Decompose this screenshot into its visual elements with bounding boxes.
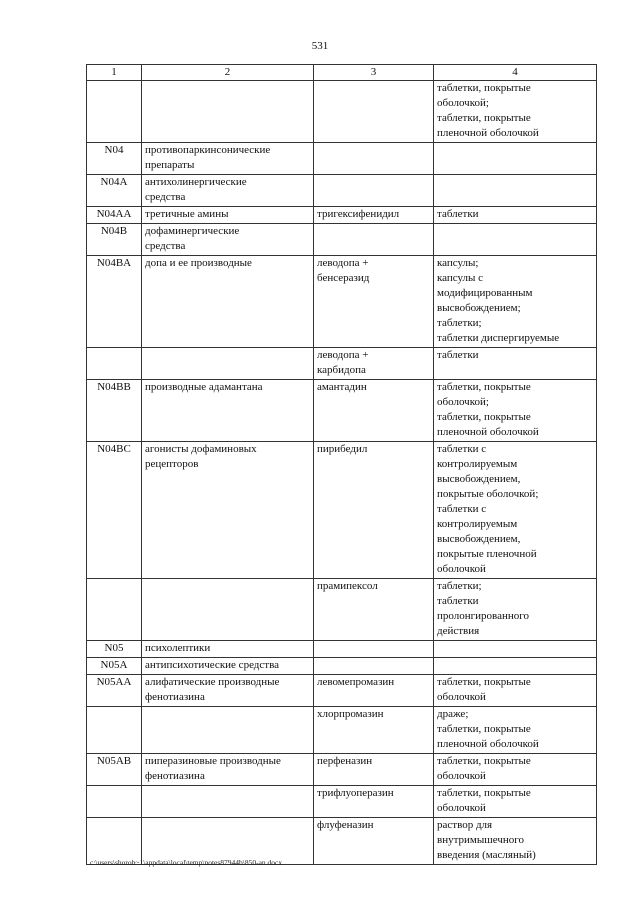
substance-cell: пирибедил: [314, 442, 434, 579]
table-row: [87, 754, 597, 786]
substance-cell: перфеназин: [314, 754, 434, 786]
atc-code-cell: N04B: [87, 224, 142, 256]
substance-cell: [314, 641, 434, 658]
dosage-form-cell: [434, 641, 597, 658]
substance-cell: [314, 175, 434, 207]
pharmacological-group-cell: третичные амины: [142, 207, 314, 224]
dosage-form-cell: таблетки, покрытые оболочкой: [434, 786, 597, 818]
pharmacological-group-cell: психолептики: [142, 641, 314, 658]
table-row: [87, 707, 597, 754]
pharmacological-group-cell: противопаркинсонические препараты: [142, 143, 314, 175]
dosage-form-cell: [434, 175, 597, 207]
table-row: [87, 658, 597, 675]
atc-code-cell: N05AA: [87, 675, 142, 707]
atc-code-cell: N04A: [87, 175, 142, 207]
pharmacological-group-cell: антипсихотические средства: [142, 658, 314, 675]
dosage-form-cell: таблетки; таблетки пролонгированного действия: [434, 579, 597, 641]
dosage-form-cell: таблетки, покрытые оболочкой: [434, 675, 597, 707]
dosage-form-cell: [434, 658, 597, 675]
atc-code-cell: N05AB: [87, 754, 142, 786]
substance-cell: [314, 658, 434, 675]
pharmacological-group-cell: [142, 786, 314, 818]
substance-cell: трифлуоперазин: [314, 786, 434, 818]
table-row: [87, 224, 597, 256]
substance-cell: амантадин: [314, 380, 434, 442]
table-row: [87, 81, 597, 143]
substance-cell: леводопа + бенсеразид: [314, 256, 434, 348]
table-row: [87, 207, 597, 224]
pharmacological-group-cell: [142, 707, 314, 754]
atc-code-cell: N05A: [87, 658, 142, 675]
dosage-form-cell: [434, 224, 597, 256]
pharmacological-group-cell: производные адамантана: [142, 380, 314, 442]
header-col-4: 4: [434, 65, 597, 81]
substance-cell: [314, 143, 434, 175]
header-row: [87, 65, 597, 81]
table-row: [87, 175, 597, 207]
pharmacological-group-cell: [142, 348, 314, 380]
table-row: [87, 256, 597, 348]
dosage-form-cell: драже; таблетки, покрытые пленочной оболочкой: [434, 707, 597, 754]
dosage-form-cell: раствор для внутримышечного введения (масляный): [434, 818, 597, 865]
dosage-form-cell: таблетки, покрытые оболочкой; таблетки, покрытые пленочной оболочкой: [434, 81, 597, 143]
pharmacological-group-cell: пиперазиновые производные фенотиазина: [142, 754, 314, 786]
atc-code-cell: N04AA: [87, 207, 142, 224]
dosage-form-cell: таблетки с контролируемым высвобождением, покрытые оболочкой; таблетки с контролируемым высвобождением, покрытые пленочной оболочкой: [434, 442, 597, 579]
pharmacological-group-cell: [142, 579, 314, 641]
header-col-3: 3: [314, 65, 434, 81]
dosage-form-cell: таблетки: [434, 207, 597, 224]
dosage-form-cell: таблетки, покрытые оболочкой; таблетки, покрытые пленочной оболочкой: [434, 380, 597, 442]
atc-code-cell: N05: [87, 641, 142, 658]
atc-code-cell: [87, 786, 142, 818]
atc-code-cell: N04BA: [87, 256, 142, 348]
table-body: [87, 81, 597, 865]
substance-cell: флуфеназин: [314, 818, 434, 865]
atc-code-cell: [87, 81, 142, 143]
dosage-form-cell: [434, 143, 597, 175]
footer-file-path: c:\users\shoroh~1\appdata\local\temp\notes87944b\850-an.docx: [90, 858, 283, 867]
substance-cell: левомепромазин: [314, 675, 434, 707]
dosage-form-cell: капсулы; капсулы с модифицированным высвобождением; таблетки; таблетки диспергируемые: [434, 256, 597, 348]
pharmacological-group-cell: алифатические производные фенотиазина: [142, 675, 314, 707]
header-col-2: 2: [142, 65, 314, 81]
pharmacological-group-cell: [142, 81, 314, 143]
table-row: [87, 442, 597, 579]
atc-code-cell: [87, 348, 142, 380]
dosage-form-cell: таблетки: [434, 348, 597, 380]
substance-cell: [314, 81, 434, 143]
table-row: [87, 641, 597, 658]
substance-cell: хлорпромазин: [314, 707, 434, 754]
table-row: [87, 143, 597, 175]
header-col-1: 1: [87, 65, 142, 81]
drug-table: [86, 64, 597, 865]
table-row: [87, 380, 597, 442]
page-number: 531: [311, 40, 329, 52]
atc-code-cell: [87, 579, 142, 641]
table-row: [87, 348, 597, 380]
substance-cell: прамипексол: [314, 579, 434, 641]
pharmacological-group-cell: допа и ее производные: [142, 256, 314, 348]
substance-cell: тригексифенидил: [314, 207, 434, 224]
atc-code-cell: N04BB: [87, 380, 142, 442]
dosage-form-cell: таблетки, покрытые оболочкой: [434, 754, 597, 786]
pharmacological-group-cell: дофаминергические средства: [142, 224, 314, 256]
atc-code-cell: [87, 707, 142, 754]
table-row: [87, 675, 597, 707]
atc-code-cell: N04: [87, 143, 142, 175]
pharmacological-group-cell: антихолинергические средства: [142, 175, 314, 207]
table-row: [87, 579, 597, 641]
substance-cell: леводопа + карбидопа: [314, 348, 434, 380]
pharmacological-group-cell: агонисты дофаминовых рецепторов: [142, 442, 314, 579]
atc-code-cell: N04BC: [87, 442, 142, 579]
table-row: [87, 786, 597, 818]
substance-cell: [314, 224, 434, 256]
